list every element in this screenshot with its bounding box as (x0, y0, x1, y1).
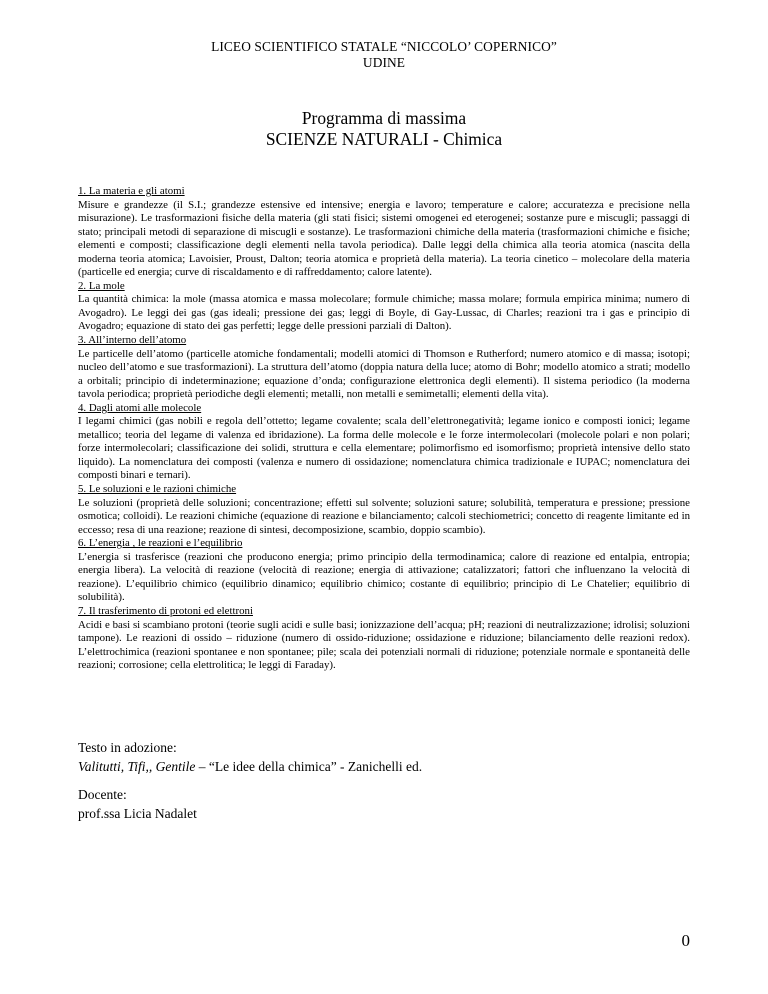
section-title: 4. Dagli atomi alle molecole (78, 401, 202, 414)
program-content (78, 185, 690, 673)
document-page (78, 0, 690, 994)
textbook-info (78, 738, 690, 776)
section-title: 1. La materia e gli atomi (78, 185, 185, 197)
teacher-info (78, 785, 690, 823)
section-body: La quantità chimica: la mole (massa atomica e massa molecolare; formule chimiche; massa molare; formula empirica minima; numero di Avogadro). Le leggi dei gas (gas ideali; pressione dei gas; leggi di Boyle, di Gay-Lussac, di Charles; reazioni tra i gas e principio di Avogadro; equazione di stato dei gas perfetti; legge delle pressioni parziali di Dalton). (78, 293, 690, 333)
teacher-label: Docente: (78, 787, 127, 802)
school-name: LICEO SCIENTIFICO STATALE “NICCOLO’ COPERNICO” (211, 39, 557, 54)
page-number: 0 (681, 931, 690, 950)
title-line-subject: SCIENZE NATURALI - Chimica (265, 129, 503, 149)
section-title: 2. La mole (78, 279, 125, 292)
section-body: Le particelle dell’atomo (particelle atomiche fondamentali; modelli atomici di Thomson e Rutherford; numero atomico e di massa; isotopi; nucleo dell’atomo e sue trasformazioni). La struttura dell’atomo (doppia natura della luce; atomo di Bohr; modello atomico a strati; modello a orbitali; principio di indeterminazione; equazione d’onda; configurazione elettronica degli elementi). Il sistema periodico (la moderna tavola periodica; proprietà periodiche degli elementi; metalli, non metalli e semimetalli; elementi della vita). (78, 347, 690, 401)
textbook-label: Testo in adozione: (78, 740, 177, 755)
section-title: 5. Le soluzioni e le razioni chimiche (78, 483, 237, 496)
section-body: Acidi e basi si scambiano protoni (teorie sugli acidi e sulle basi; ionizzazione dell’acqua; pH; reazioni di neutralizzazione; idrolisi; soluzioni tampone). Le reazioni di ossido – riduzione (numero di ossido-riduzione; ossidazione e riduzione; bilanciamento delle reazioni redox). L’elettrochimica (reazioni spontanee e non spontanee; pile; scala dei potenziali normali di riduzione; potenziale normale e spontaneità delle reazioni; corrosione; cella elettrolitica; le leggi di Faraday). (78, 618, 690, 672)
school-header (78, 39, 690, 71)
school-city: UDINE (362, 55, 406, 70)
section-title: 6. L’energia , le reazioni e l’equilibrio (78, 537, 243, 550)
section-body: Misure e grandezze (il S.I.; grandezze estensive ed intensive; energia e lavoro; temperature e calore; accuratezza e precisione nella misurazione). Le trasformazioni fisiche della materia (gli stati fisici; sistemi omogenei ed eterogenei; sostanze pure e miscugli; passaggi di stato; principali metodi di separazione di miscugli e sostanze). Le trasformazioni chimiche della materia (trasformazioni chimiche e fisiche; elementi e composti; classificazione degli elementi nella tavola periodica). Dalle leggi della chimica alla teoria atomica (nascita della moderna teoria atomica; Lavoisier, Proust, Dalton; teoria atomica e proprietà della materia). La teoria cinetico – molecolare della materia (particelle ed energia; curve di riscaldamento e di raffreddamento; calore latente). (78, 198, 690, 279)
document-title (78, 108, 690, 150)
section-body: L’energia si trasferisce (reazioni che producono energia; primo principio della termodinamica; calore di reazione ed entalpia, entropia; energia libera). La velocità di reazione (velocità di reazione; energia di attivazione; catalizzatori; fattori che influenzano la velocità di reazione). L’equilibrio chimico (equilibrio dinamico; equilibrio chimico; costante di equilibrio; principio di Le Chatelier; equilibrio di solubilità). (78, 550, 690, 604)
section-body: Le soluzioni (proprietà delle soluzioni; concentrazione; effetti sul solvente; soluzioni sature; solubilità, temperatura e pressione; pressione osmotica; colloidi). Le reazioni chimiche (equazione di reazione e bilanciamento; calcoli stechiometrici; concetto di reagente limitante ed in eccesso; resa di una reazione; reazione di sintesi, decomposizione, scambio, doppio scambio). (78, 496, 690, 536)
textbook-line (78, 757, 690, 776)
textbook-title: – “Le idee della chimica” - Zanichelli ed. (195, 759, 423, 774)
textbook-authors: Valitutti, Tifi,, Gentile (78, 759, 196, 774)
section-title: 7. Il trasferimento di protoni ed elettroni (78, 604, 253, 617)
section-title: 3. All’interno dell’atomo (78, 334, 187, 347)
teacher-name: prof.ssa Licia Nadalet (78, 806, 197, 821)
section-body: I legami chimici (gas nobili e regola dell’ottetto; legame covalente; scala dell’elettronegatività; legame ionico e composti ionici; legame metallico; teoria del legame di valenza ed ibridazione). La forma delle molecole e le forze intermolecolari (molecole polari e non polari; forze intermolecolari; classificazione dei solidi, struttura e cella elementare; polimorfismo ed isomorfismo; proprietà intensive dello stato liquido). La nomenclatura dei composti (valenza e numero di ossidazione; nomenclatura chimica tradizionale e IUPAC; nomenclatura dei composti binari e ternari). (78, 415, 690, 482)
title-line-program: Programma di massima (301, 108, 467, 128)
